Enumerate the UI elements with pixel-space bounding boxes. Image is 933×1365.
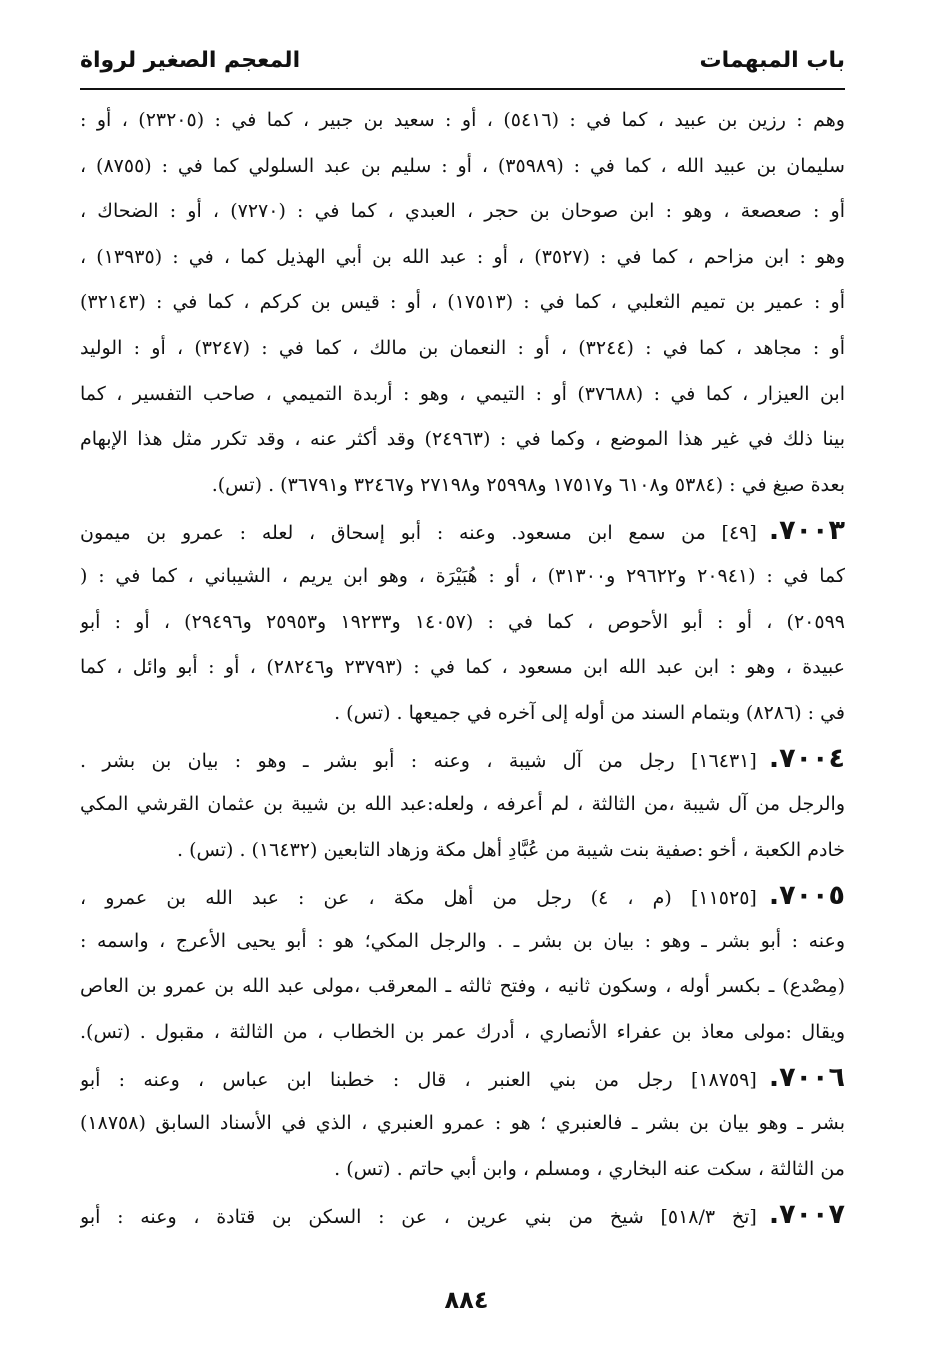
line-text: وعنه : أبو بشر ـ وهو : بيان بن بشر ـ . والرجل المكي؛ هو : أبو يحيى الأعرج ، واسمه : <box>80 929 845 952</box>
text-line <box>80 326 845 372</box>
text-line <box>80 964 845 1010</box>
page-body <box>80 98 845 1238</box>
text-line <box>80 235 845 281</box>
text-line <box>80 417 845 463</box>
line-text: [تخ ٥١٨/٣] شيخ من بني عرين ، عن : السكن بن قتادة ، وعنه : أبو <box>80 1206 757 1229</box>
entry-number: ٧٠٠٥. <box>768 880 845 912</box>
header-rule <box>80 88 845 90</box>
line-text: ابن العيزار ، كما في : (٣٧٦٨٨) أو : التيمي ، وهو : أربدة التميمي ، صاحب التفسير ، كما <box>80 382 845 405</box>
text-line <box>80 98 845 144</box>
entry-first-line <box>80 873 845 919</box>
text-line <box>80 691 845 737</box>
text-line <box>80 645 845 691</box>
line-text: أو : عمير بن تميم الثعلبي ، كما في : (١٧٥١٣) ، أو : قيس بن كركم ، كما في : (٣٢١٤٣) <box>80 291 845 314</box>
text-line <box>80 919 845 965</box>
entry-number: ٧٠٠٣. <box>768 515 845 547</box>
line-text: ويقال :مولى معاذ بن عفراء الأنصاري ، أدرك عمر بن الخطاب ، من الثالثة ، مقبول . (تس). <box>80 1020 845 1043</box>
line-text: سليمان بن عبيد الله ، كما في : (٣٥٩٨٩) ، أو : سليم بن عبد السلولي كما في : (٨٧٥٥) ، <box>80 154 845 177</box>
text-line <box>80 372 845 418</box>
line-text: بينا ذلك في غير هذا الموضع ، وكما في : (٢٤٩٦٣) وقد أكثر عنه ، وقد تكرر مثل هذا الإبهام <box>80 428 845 451</box>
line-text: [١١٥٢٥] (م ، ٤) رجل من أهل مكة ، عن : عبد الله بن عمرو ، <box>80 887 757 910</box>
text-line <box>80 189 845 235</box>
line-text: [١٨٧٥٩] رجل من بني العنبر ، قال : خطبنا ابن عباس ، وعنه : أبو <box>80 1069 757 1092</box>
text-line <box>80 1147 845 1193</box>
line-text: [٤٩] من سمع ابن مسعود. وعنه : أبو إسحاق ، لعله : عمرو بن ميمون <box>80 522 757 545</box>
page-number: ٨٨٤ <box>444 1286 489 1314</box>
line-text: من الثالثة ، سكت عنه البخاري ، ومسلم ، وابن أبي حاتم . (تس) . <box>334 1157 845 1180</box>
line-text: كما في : (٢٠٩٤١ و٢٩٦٢٢ و٣١٣٠٠) ، أو : هُبَيْرَة ، وهو ابن يريم ، الشيباني ، كما في : ( <box>80 564 845 587</box>
line-text: والرجل من آل شيبة ،من الثالثة ، لم أعرفه ، ولعله:عبد الله بن شيبة بن عثمان القرشي المكي <box>80 792 845 815</box>
text-line <box>80 1010 845 1056</box>
line-text: ٢٠٥٩٩) ، أو : أبو الأحوص ، كما في : (١٤٠٥٧ و١٩٢٣٣ و٢٥٩٥٣ و٢٩٤٩٦) ، أو : أبو <box>80 610 845 633</box>
running-header <box>80 38 845 82</box>
line-text: وهم : رزين بن عبيد ، كما في : (٥٤١٦) ، أو : سعيد بن جبير ، كما في : (٢٣٢٠٥) ، أو : <box>80 109 845 131</box>
text-line <box>80 144 845 190</box>
line-text: أو : مجاهد ، كما في : (٣٢٤٤) ، أو : النعمان بن مالك ، كما في : (٣٢٤٧) ، أو : الوليد <box>80 336 845 359</box>
line-text: عبيدة ، وهو : ابن عبد الله ابن مسعود ، كما في : (٢٣٧٩٣ و٢٨٢٤٦) ، أو : أبو وائل ، كما <box>80 656 845 679</box>
line-text: أو : صعصعة ، وهو : ابن صوحان بن حجر ، العبدي ، كما في : (٧٢٧٠) ، أو : الضحاك ، <box>80 200 845 223</box>
line-text: خادم الكعبة ، أخو :صفية بنت شيبة من عُبَّادِ أهل مكة وزهاد التابعين (١٦٤٣٢) . (تس) . <box>177 838 845 861</box>
text-line <box>80 782 845 828</box>
entry-number: ٧٠٠٤. <box>768 743 845 775</box>
line-text: وهو : ابن مزاحم ، كما في : (٣٥٢٧) ، أو : عبد الله بن أبي الهذيل كما ، في : (١٣٩٣٥) ، <box>80 245 845 268</box>
line-text: (مِصْدع) ـ بكسر أوله ، وسكون ثانيه ، وفتح ثالثه ـ المعرقب ،مولى عبد الله بن عمرو بن العاص <box>80 975 845 998</box>
text-line <box>80 600 845 646</box>
line-text: بعدة صيغ في : (٥٣٨٤ و٦١٠٨ و١٧٥١٧ و٢٥٩٩٨ و٢٧١٩٨ و٣٢٤٦٧ و٣٦٧٩١) . (تس). <box>211 473 845 496</box>
entry-number: ٧٠٠٧. <box>768 1199 845 1231</box>
line-text: [١٦٤٣١] رجل من آل شيبة ، وعنه : أبو بشر ـ وهو : بيان بن بشر . <box>80 750 757 773</box>
line-text: بشر ـ وهو بيان بن بشر ـ فالعنبري ؛ هو : عمرو العنبري ، الذي في الأسناد السابق (١٨٧٥٨) <box>80 1112 845 1135</box>
section-title: باب المبهمات <box>699 47 845 73</box>
entry-number: ٧٠٠٦. <box>768 1062 845 1094</box>
text-line <box>80 1101 845 1147</box>
entry-first-line <box>80 736 845 782</box>
line-text: في : (٨٢٨٦) وبتمام السند من أوله إلى آخره في جميعها . (تس) . <box>334 701 845 724</box>
text-line <box>80 280 845 326</box>
entry-first-line <box>80 1192 845 1238</box>
entry-first-line <box>80 508 845 554</box>
book-title: المعجم الصغير لرواة <box>80 47 301 73</box>
text-line <box>80 463 845 509</box>
text-line <box>80 554 845 600</box>
entry-first-line <box>80 1055 845 1101</box>
text-line <box>80 828 845 874</box>
